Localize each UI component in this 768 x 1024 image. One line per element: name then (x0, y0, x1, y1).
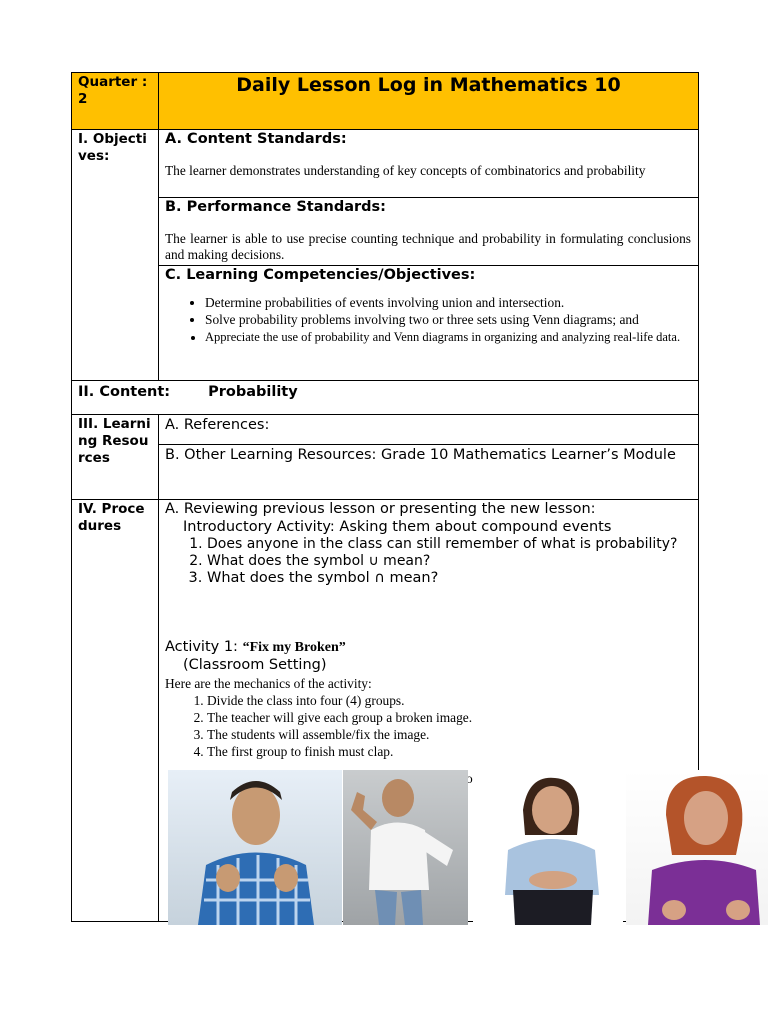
resources-label-cell (72, 415, 159, 500)
competencies-cell (159, 266, 699, 381)
list-item: • Appreciate the use of probability and Venn diagrams in organizing and analyzing real-life data. (205, 329, 691, 345)
mechanics-intro: Here are the mechanics of the activity: (165, 676, 372, 691)
references-text: A. References: (165, 417, 270, 433)
competencies-row (72, 266, 699, 381)
header-row (72, 73, 699, 130)
content-standards-row (72, 130, 699, 198)
procedures-label-cell (72, 500, 159, 922)
list-item: • Determine probabilities of events involving union and intersection. (205, 295, 691, 311)
competencies-title: C. Learning Competencies/Objectives: (165, 267, 476, 283)
competencies-list (159, 295, 698, 345)
content-cell (72, 381, 699, 415)
procedures-heading: A. Reviewing previous lesson or presenting the new lesson: (165, 501, 596, 517)
photo-woman-purple-top (626, 770, 768, 925)
performance-standards-text: The learner is able to use precise counting technique and probability in formulating conclusions and making decisions. (165, 231, 691, 262)
content-standards-text: The learner demonstrates understanding of key concepts of combinatorics and probability (165, 163, 646, 178)
document-title: Daily Lesson Log in Mathematics 10 (236, 74, 621, 96)
content-row (72, 381, 699, 415)
review-questions (159, 536, 698, 586)
title-cell (159, 73, 699, 130)
introductory-activity: Introductory Activity: Asking them about compound events (183, 519, 612, 535)
performance-standards-cell (159, 198, 699, 266)
list-item: 3. The students will assemble/fix the image. (207, 726, 698, 743)
list-item: • Solve probability problems involving two or three sets using Venn diagrams; and (205, 312, 691, 328)
procedures-label: IV. Procedures (78, 501, 145, 534)
quarter-label: Quarter : 2 (78, 74, 148, 107)
photo-woman-blue-blouse (473, 770, 623, 925)
photo-strip (168, 770, 768, 925)
performance-standards-row (72, 198, 699, 266)
list-item: 1. Does anyone in the class can still remember of what is probability? (207, 536, 698, 552)
mechanics-steps (159, 692, 698, 760)
objectives-label: I. Objectives: (78, 131, 147, 164)
partial-step-text: or (453, 770, 588, 787)
activity-name: “Fix my Broken” (242, 640, 346, 655)
references-cell (159, 415, 699, 445)
activity-setting: (Classroom Setting) (183, 657, 327, 673)
list-item: 4. The first group to finish must clap. (207, 743, 698, 760)
other-resources-cell (159, 445, 699, 500)
performance-standards-title: B. Performance Standards: (165, 199, 386, 215)
list-item: 2. The teacher will give each group a broken image. (207, 709, 698, 726)
activity-title (159, 638, 698, 656)
activity-prefix: Activity 1: (165, 639, 243, 655)
other-resources-row (72, 445, 699, 500)
list-item: 1. Divide the class into four (4) groups. (207, 692, 698, 709)
content-standards-title: A. Content Standards: (165, 131, 347, 147)
other-resources-text: B. Other Learning Resources: Grade 10 Mathematics Learner’s Module (165, 447, 676, 463)
resources-label: III. Learning Resources (78, 416, 151, 466)
photo-man-blue-plaid-shirt (168, 770, 342, 925)
content-value: Probability (208, 384, 298, 400)
photo-man-white-shirt-flexing (343, 770, 468, 925)
content-standards-cell (159, 130, 699, 198)
content-label: II. Content: (78, 384, 171, 400)
objectives-label-cell (72, 130, 159, 381)
quarter-cell (72, 73, 159, 130)
list-item: 2. What does the symbol ∪ mean? (207, 553, 698, 569)
list-item: 3. What does the symbol ∩ mean? (207, 570, 698, 586)
references-row (72, 415, 699, 445)
